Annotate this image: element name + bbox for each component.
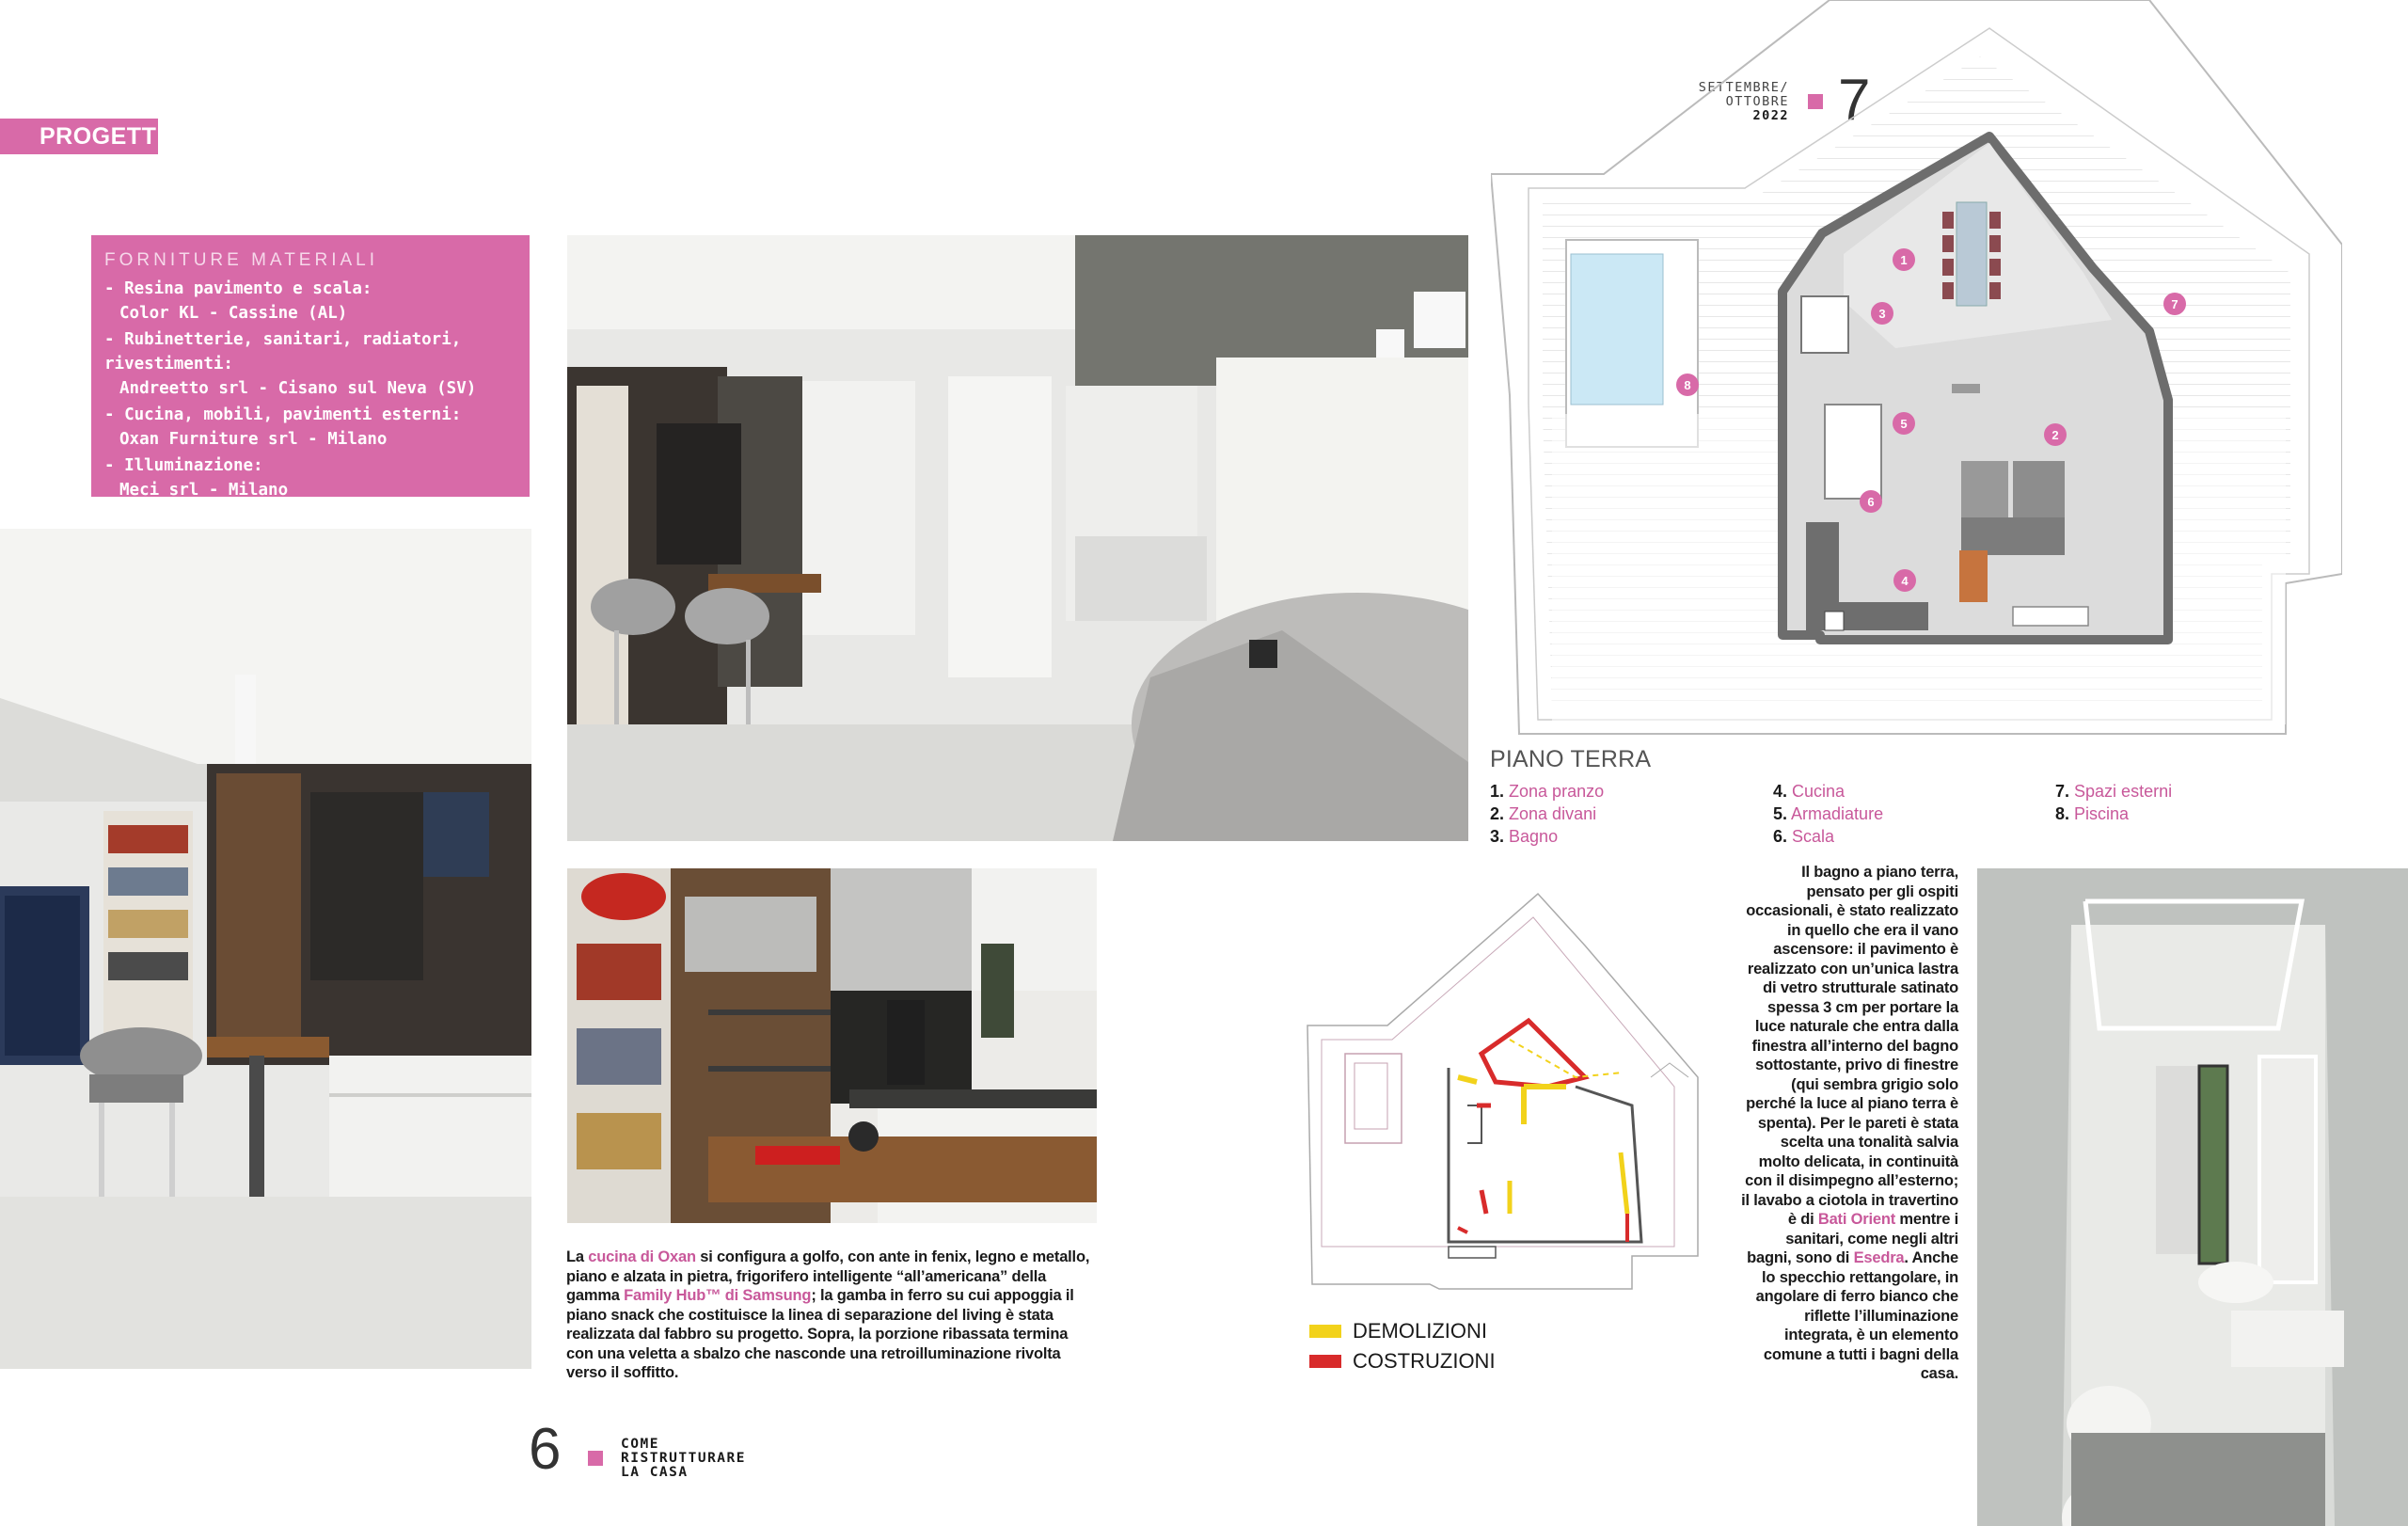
legend-label: Armadiature: [1791, 804, 1884, 823]
legend-num: 8.: [2055, 804, 2070, 823]
legend-num: 2.: [1490, 804, 1505, 823]
legend-item: [2055, 780, 2172, 803]
caption-text: ; la gamba in ferro su cui appoggia il piano snack che costituisce la linea di separazione del living è stata realizzata dal fabbro su progetto. Sopra, la porzione ribassata termina con una veletta a sbalzo che nasconde una retroilluminazione rivolta verso il soffitto.: [566, 1287, 1074, 1381]
caption-highlight: Family Hub™ di Samsung: [624, 1287, 812, 1304]
issue-month: SETTEMBRE/: [1698, 80, 1789, 95]
legend-num: 4.: [1773, 782, 1788, 801]
plan-marker-2: 2: [2052, 428, 2059, 442]
legend-label: Piscina: [2074, 804, 2130, 823]
legend-item: [1490, 825, 1604, 848]
materials-item: [104, 453, 516, 502]
legend-item: [2055, 803, 2172, 825]
page-number-right: 7: [1838, 68, 1871, 133]
legend-label: Scala: [1792, 827, 1835, 846]
plan-legend-col3: [2055, 780, 2172, 825]
materials-box: [91, 235, 530, 500]
footer-square: [588, 1451, 603, 1466]
materials-item-label: - Resina pavimento e scala:: [104, 279, 372, 298]
legend-num: 3.: [1490, 827, 1505, 846]
plan-marker-7: 7: [2171, 297, 2178, 311]
plan-legend-col2: [1773, 780, 1883, 848]
works-plan: [1303, 889, 1721, 1294]
legend-item: [1773, 780, 1883, 803]
bath-caption: [1740, 863, 1958, 1384]
kitchen-side-photo: [0, 529, 531, 1369]
magazine-name-line: LA CASA: [621, 1465, 689, 1480]
materials-item-value: Andreetto srl - Cisano sul Neva (SV): [119, 379, 477, 398]
materials-item-value: Meci srl - Milano: [119, 481, 289, 500]
works-legend: [1309, 1316, 1496, 1376]
materials-item-value: Oxan Furniture srl - Milano: [119, 430, 388, 449]
magazine-name-line: RISTRUTTURARE: [621, 1451, 746, 1466]
legend-construction: [1309, 1346, 1496, 1376]
caption-text: mentre i sanitari, come negli altri bagni, sono di: [1747, 1211, 1958, 1266]
legend-num: 5.: [1773, 804, 1788, 823]
kitchen-caption: [566, 1248, 1098, 1383]
caption-highlight: Bati Orient: [1817, 1211, 1896, 1228]
legend-label: Zona pranzo: [1509, 782, 1605, 801]
construction-swatch: [1309, 1355, 1341, 1368]
materials-item-label: - Cucina, mobili, pavimenti esterni:: [104, 405, 462, 424]
materials-item-label: - Illuminazione:: [104, 456, 263, 475]
caption-text: Il bagno a piano terra, pensato per gli ospiti occasionali, è stato realizzato in quello che era il vano ascensore: il pavimento è realizzato con un’unica lastra di vetro strutturale satinato spessa 3 cm per portare la luce naturale che entra dalla finestra all’interno del bagno sottostante, privo di finestre (qui sembra grigio solo perché la luce al piano terra è spenta). Per le pareti è stata scelta una tonalità salvia molto delicata, in continuità con il disimpegno all’esterno; il lavabo a ciotola in travertino è di: [1741, 864, 1958, 1228]
legend-item: [1490, 780, 1604, 803]
caption-text: La: [566, 1248, 589, 1265]
plan-marker-3: 3: [1878, 307, 1886, 321]
issue-year: 2022: [1752, 108, 1789, 123]
materials-item: [104, 327, 516, 401]
legend-label: Cucina: [1792, 782, 1846, 801]
page-number-left: 6: [529, 1417, 562, 1482]
ground-floor-plan: [1491, 0, 2342, 743]
materials-item-label: - Rubinetterie, sanitari, radiatori, rivestimenti:: [104, 330, 462, 374]
plan-marker-5: 5: [1900, 417, 1908, 431]
legend-item: [1773, 825, 1883, 848]
materials-item: [104, 277, 516, 326]
legend-label: Zona divani: [1509, 804, 1597, 823]
plan-marker-8: 8: [1684, 378, 1691, 392]
caption-text: si configura a golfo, con ante in fenix, legno e metallo, piano e alzata in pietra, frigorifero intelligente “all’americana” della gamma: [566, 1248, 1090, 1304]
demolition-swatch: [1309, 1325, 1341, 1338]
materials-item-value: Color KL - Cassine (AL): [119, 304, 348, 323]
caption-text: . Anche lo specchio rettangolare, in angolare di ferro bianco che riflette l’illuminazione integrata, è un elemento comune a tutti i bagni della casa.: [1755, 1249, 1958, 1382]
legend-label: Spazi esterni: [2074, 782, 2173, 801]
construction-label: COSTRUZIONI: [1353, 1349, 1496, 1373]
kitchen-detail-photo: [567, 868, 1097, 1223]
legend-num: 1.: [1490, 782, 1505, 801]
legend-item: [1773, 803, 1883, 825]
legend-demolition: [1309, 1316, 1496, 1346]
issue-month: OTTOBRE: [1725, 94, 1789, 109]
section-tag: PROGETTI: [0, 119, 158, 154]
plan-legend-col1: [1490, 780, 1604, 848]
legend-num: 7.: [2055, 782, 2070, 801]
plan-title: PIANO TERRA: [1490, 746, 1652, 772]
plan-marker-6: 6: [1867, 495, 1875, 509]
living-room-photo: [567, 235, 1468, 841]
caption-highlight: Esedra: [1853, 1249, 1905, 1266]
demolition-label: DEMOLIZIONI: [1353, 1319, 1488, 1343]
caption-highlight: cucina di Oxan: [588, 1248, 696, 1265]
magazine-name-line: COME: [621, 1437, 659, 1452]
magazine-name: [621, 1438, 746, 1480]
plan-marker-4: 4: [1901, 574, 1909, 588]
legend-label: Bagno: [1509, 827, 1559, 846]
legend-item: [1490, 803, 1604, 825]
materials-item: [104, 403, 516, 452]
plan-marker-1: 1: [1900, 253, 1908, 267]
materials-title: FORNITURE MATERIALI: [104, 250, 378, 270]
bathroom-photo: [1977, 868, 2408, 1526]
legend-num: 6.: [1773, 827, 1788, 846]
